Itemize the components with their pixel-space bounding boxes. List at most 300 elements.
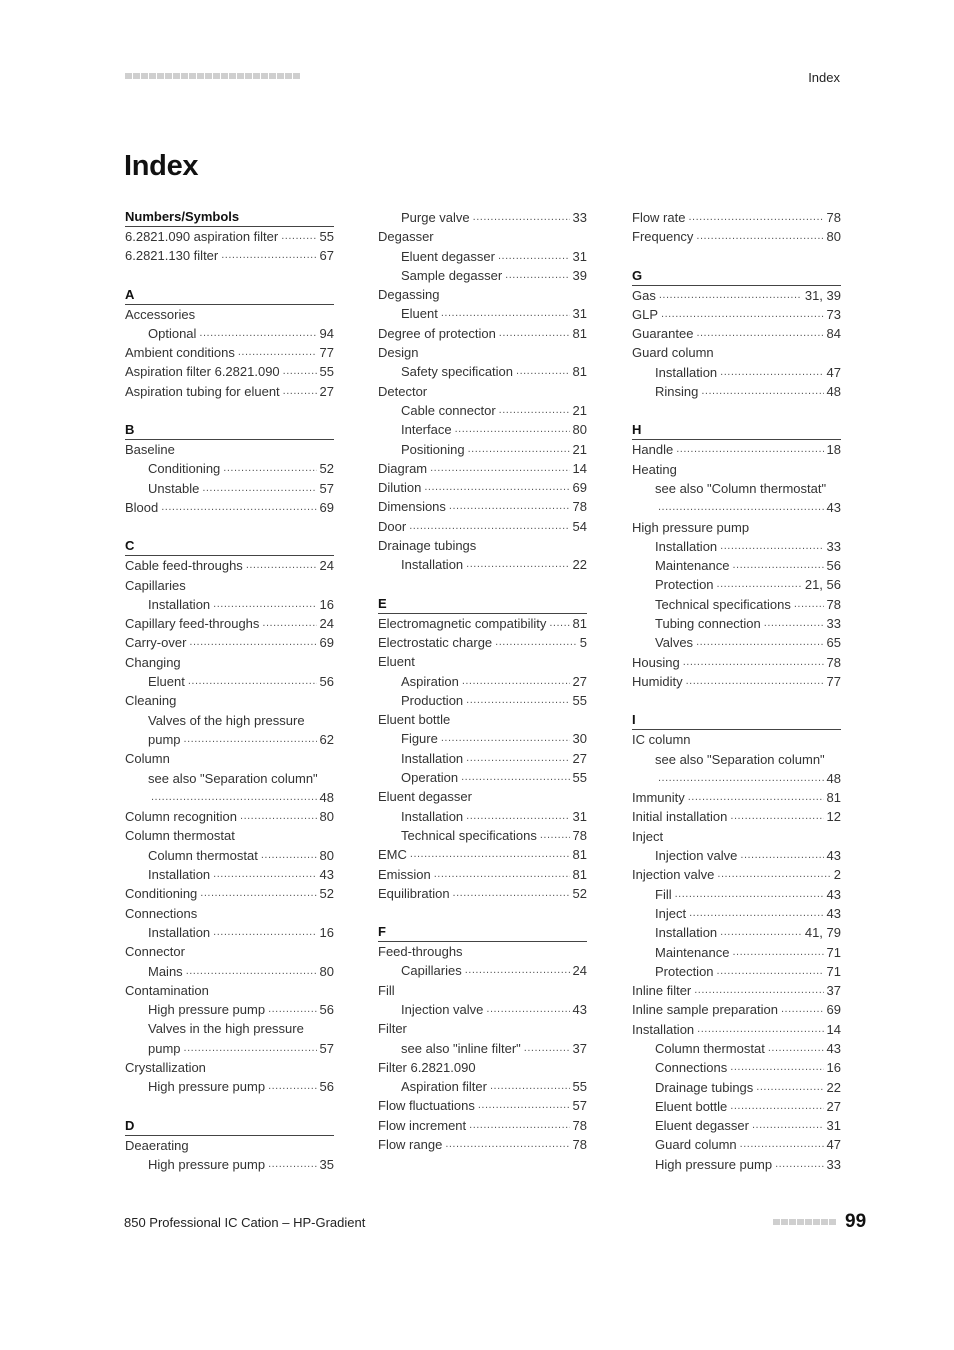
index-entry: [632, 363, 841, 382]
decoration-square: [197, 73, 204, 79]
index-section-letter: D: [125, 1117, 334, 1136]
index-section-letter: F: [378, 923, 587, 942]
index-entry-term: Purge valve: [401, 210, 470, 225]
index-entry-page[interactable]: 69: [826, 1002, 841, 1018]
index-entry-term: Operation: [401, 770, 459, 786]
index-entry: [378, 1019, 587, 1038]
decoration-square: [829, 1219, 836, 1225]
index-entry-page[interactable]: 71: [826, 963, 841, 979]
index-entry-page[interactable]: 78: [572, 499, 587, 515]
index-entry-page[interactable]: 78: [826, 596, 841, 612]
index-entry-term: Inline sample preparation: [632, 1002, 778, 1018]
index-entry-page[interactable]: 47: [826, 1137, 841, 1153]
index-entry-term: Flow increment: [378, 1117, 467, 1133]
index-entry: [378, 304, 587, 323]
index-entry-page[interactable]: 33: [572, 210, 587, 225]
index-entry: [125, 846, 334, 865]
index-entry: [632, 343, 841, 362]
index-entry-term: High pressure pump: [148, 1002, 266, 1018]
dot-leader: [701, 382, 823, 401]
index-entry-term: pump: [148, 731, 181, 747]
index-entry: [125, 653, 334, 672]
index-entry-term: Diagram: [378, 460, 428, 476]
decoration-square: [205, 73, 212, 79]
index-entry-term: Cable connector: [401, 402, 496, 418]
dot-leader: [184, 1039, 317, 1058]
dot-leader: [202, 479, 316, 498]
index-entry-page[interactable]: 14: [826, 1021, 841, 1037]
decoration-square: [229, 73, 236, 79]
index-entry-term: Installation: [655, 925, 718, 941]
index-entry-page[interactable]: 77: [319, 345, 334, 361]
index-entry-page[interactable]: 31: [572, 306, 587, 322]
index-entry: [125, 788, 334, 807]
index-entry-page[interactable]: 52: [319, 461, 334, 477]
index-entry-term: Interface: [401, 422, 452, 438]
index-entry-page[interactable]: 27: [319, 383, 334, 399]
index-entry: [125, 691, 334, 710]
index-entry-page[interactable]: 52: [319, 886, 334, 902]
index-entry-page[interactable]: 78: [826, 654, 841, 670]
dot-leader: [696, 633, 823, 652]
dot-leader: [473, 208, 570, 227]
index-entry-term: Connections: [125, 905, 198, 921]
index-entry: [632, 440, 841, 459]
index-entry-page[interactable]: 43: [319, 867, 334, 883]
index-entry-term: Immunity: [632, 790, 685, 806]
index-entry: [632, 885, 841, 904]
index-section-letter: B: [125, 421, 334, 440]
index-entry: [125, 672, 334, 691]
index-entry: [378, 768, 587, 787]
index-entry: [125, 633, 334, 652]
index-section: [378, 595, 587, 903]
index-entry-page[interactable]: 78: [572, 1117, 587, 1133]
index-entry-page[interactable]: 14: [572, 460, 587, 476]
index-entry: [632, 923, 841, 942]
index-entry: [632, 807, 841, 826]
index-entry: [125, 1039, 334, 1058]
index-entry-term: Guard column: [655, 1137, 737, 1153]
index-entry: [378, 227, 587, 246]
dot-leader: [717, 575, 802, 594]
index-section: [378, 923, 587, 1154]
index-entry-page[interactable]: 81: [572, 615, 587, 631]
index-entry: [378, 691, 587, 710]
index-entry: [632, 382, 841, 401]
dot-leader: [794, 595, 824, 614]
index-entry: [378, 208, 587, 227]
index-entry-page[interactable]: 22: [572, 557, 587, 573]
index-entry-term: Eluent: [148, 674, 185, 690]
index-entry-term: Optional: [148, 325, 197, 341]
index-entry: [125, 981, 334, 1000]
index-entry-page[interactable]: 56: [319, 674, 334, 690]
index-entry-term: Emission: [378, 866, 431, 882]
index-entry: [632, 1097, 841, 1116]
index-entry-page[interactable]: 81: [572, 325, 587, 341]
index-entry-term: Conditioning: [148, 461, 221, 477]
index-entry-term: Dilution: [378, 480, 422, 496]
index-entry-page[interactable]: 80: [826, 229, 841, 245]
dot-leader: [730, 1097, 823, 1116]
index-entry-page[interactable]: 56: [319, 1079, 334, 1095]
dot-leader: [262, 614, 316, 633]
index-entry: [632, 614, 841, 633]
index-entry-term: Column recognition: [125, 809, 238, 825]
index-entry: [632, 1039, 841, 1058]
index-entry-page[interactable]: 80: [319, 847, 334, 863]
index-entry: [125, 1155, 334, 1174]
index-entry: [125, 730, 334, 749]
index-section-letter: C: [125, 537, 334, 556]
index-entry-page[interactable]: 43: [826, 848, 841, 864]
index-entry-term: see also "inline filter": [401, 1040, 521, 1056]
index-entry-page[interactable]: 22: [826, 1079, 841, 1095]
index-entry: [125, 498, 334, 517]
index-entry: [125, 884, 334, 903]
index-entry-page[interactable]: 81: [572, 847, 587, 863]
index-entry-page[interactable]: 16: [319, 596, 334, 612]
dot-leader: [453, 884, 570, 903]
index-entry: [378, 343, 587, 362]
index-entry: [378, 1096, 587, 1115]
dot-leader: [549, 614, 569, 633]
index-entry: [125, 1077, 334, 1096]
dot-leader: [486, 1000, 569, 1019]
dot-leader: [717, 865, 830, 884]
index-entry-term: Installation: [148, 867, 211, 883]
index-entry: [378, 807, 587, 826]
dot-leader: [499, 401, 570, 420]
index-section-letter: Numbers/Symbols: [125, 208, 334, 227]
index-entry-term: 6.2821.130 filter: [125, 248, 219, 264]
index-entry-page[interactable]: 69: [319, 499, 334, 515]
index-entry-page[interactable]: 21: [572, 441, 587, 457]
index-entry-page[interactable]: 35: [319, 1156, 334, 1172]
index-entry-term: Installation: [655, 364, 718, 380]
index-entry-term: see also "Separation column": [655, 751, 825, 767]
index-entry: [378, 478, 587, 497]
decoration-square: [213, 73, 220, 79]
index-entry: [632, 595, 841, 614]
index-entry-page[interactable]: 84: [826, 326, 841, 342]
index-entry-page[interactable]: 56: [319, 1002, 334, 1018]
dot-leader: [410, 845, 570, 864]
index-entry-page[interactable]: 78: [826, 210, 841, 225]
index-entry-page[interactable]: 24: [319, 558, 334, 574]
index-entry-term: pump: [148, 1040, 181, 1056]
index-entry-page[interactable]: 81: [572, 364, 587, 380]
index-entry-page[interactable]: 55: [319, 229, 334, 244]
index-entry-term: Drainage tubings: [378, 538, 477, 554]
index-entry: [378, 555, 587, 574]
index-entry-page[interactable]: 43: [826, 1040, 841, 1056]
index-entry-page[interactable]: 57: [319, 1040, 334, 1056]
index-entry-term: Eluent degasser: [378, 789, 472, 805]
index-entry-page[interactable]: 12: [826, 809, 841, 825]
index-entry-term: Electrostatic charge: [378, 634, 493, 650]
index-entry-page[interactable]: 16: [826, 1060, 841, 1076]
index-entry-page[interactable]: 27: [572, 750, 587, 766]
index-entry-term: Inject: [632, 828, 664, 844]
index-entry-page[interactable]: 31: [572, 248, 587, 264]
dot-leader: [478, 1096, 570, 1115]
decoration-square: [269, 73, 276, 79]
dot-leader: [499, 324, 570, 343]
index-entry: [632, 1000, 841, 1019]
index-entry: [378, 710, 587, 729]
index-entry: [125, 343, 334, 362]
index-entry: [378, 459, 587, 478]
index-entry-term: 6.2821.090 aspiration filter: [125, 229, 279, 244]
index-entry-page[interactable]: 78: [572, 827, 587, 843]
index-entry-page[interactable]: 62: [319, 731, 334, 747]
index-entry-page[interactable]: 18: [826, 442, 841, 458]
index-entry-page[interactable]: 81: [572, 866, 587, 882]
index-entry-term: Fill: [378, 982, 395, 998]
index-entry: [632, 575, 841, 594]
index-entry: [632, 1155, 841, 1174]
index-section-letter: G: [632, 267, 841, 286]
index-entry-term: Positioning: [401, 441, 465, 457]
index-entry: [125, 923, 334, 942]
index-section-letter: E: [378, 595, 587, 614]
index-entry-page[interactable]: 94: [319, 325, 334, 341]
index-entry-term: Production: [401, 692, 464, 708]
index-entry-page[interactable]: 55: [319, 364, 334, 380]
index-entry: [632, 653, 841, 672]
index-entry-page[interactable]: 27: [572, 673, 587, 689]
index-entry-term: Blood: [125, 499, 159, 515]
index-entry-term: Heating: [632, 461, 677, 477]
index-entry: [378, 401, 587, 420]
index-entry-page[interactable]: 78: [572, 1137, 587, 1153]
index-entry-page[interactable]: 54: [572, 518, 587, 534]
index-entry: [125, 962, 334, 981]
index-entry-page[interactable]: 43: [826, 905, 841, 921]
dot-leader: [732, 556, 823, 575]
index-entry-page[interactable]: 37: [826, 983, 841, 999]
index-entry-page[interactable]: 55: [572, 770, 587, 786]
index-entry-term: Gas: [632, 287, 656, 303]
index-entry: [125, 305, 334, 324]
index-entry-page[interactable]: 55: [572, 692, 587, 708]
index-entry: [378, 1058, 587, 1077]
index-section: [632, 208, 841, 247]
index-entry-page[interactable]: 56: [826, 558, 841, 574]
index-entry-page[interactable]: 31: [826, 1118, 841, 1134]
index-entry: [378, 961, 587, 980]
index-entry: [378, 382, 587, 401]
index-entry: [125, 807, 334, 826]
index-entry-term: Column thermostat: [655, 1040, 765, 1056]
index-entry-page[interactable]: 67: [319, 248, 334, 264]
index-entry-term: Eluent bottle: [655, 1098, 728, 1114]
index-entry: [125, 865, 334, 884]
header-decoration: [125, 73, 300, 79]
index-entry-term: Inline filter: [632, 983, 692, 999]
dot-leader: [283, 362, 317, 381]
index-entry-page[interactable]: 37: [572, 1040, 587, 1056]
index-entry-page[interactable]: 27: [826, 1098, 841, 1114]
index-entry-page[interactable]: 31: [572, 808, 587, 824]
index-entry-page[interactable]: 77: [826, 673, 841, 689]
index-column-2: [378, 208, 587, 1154]
index-entry-page[interactable]: 24: [319, 616, 334, 632]
index-entry-term: Tubing connection: [655, 616, 761, 632]
index-entry-page[interactable]: 24: [572, 963, 587, 979]
index-entry: [125, 324, 334, 343]
dot-leader: [490, 1077, 570, 1096]
index-entry: [632, 208, 841, 227]
index-section: [632, 711, 841, 1174]
dot-leader: [466, 691, 569, 710]
index-entry-term: EMC: [378, 847, 407, 863]
dot-leader: [686, 672, 824, 691]
index-entry-page[interactable]: 33: [826, 616, 841, 632]
index-entry-term: Eluent degasser: [655, 1118, 749, 1134]
dot-leader: [661, 305, 824, 324]
index-entry-page[interactable]: 65: [826, 635, 841, 651]
index-entry-page[interactable]: 69: [319, 635, 334, 651]
dot-leader: [752, 1116, 824, 1135]
dot-leader: [505, 266, 569, 285]
index-entry: [378, 247, 587, 266]
index-entry-page[interactable]: 52: [572, 885, 587, 901]
index-entry-term: Housing: [632, 654, 680, 670]
dot-leader: [189, 633, 316, 652]
dot-leader: [689, 904, 823, 923]
index-section-letter: H: [632, 421, 841, 440]
index-column-3: [632, 208, 841, 1174]
index-entry: [378, 884, 587, 903]
dot-leader: [768, 1039, 824, 1058]
dot-leader: [775, 1155, 823, 1174]
dot-leader: [430, 459, 569, 478]
index-entry: [378, 440, 587, 459]
dot-leader: [283, 382, 317, 401]
index-entry-page[interactable]: 33: [826, 1156, 841, 1172]
index-entry: [378, 362, 587, 381]
index-entry: [378, 749, 587, 768]
index-section: [378, 208, 587, 575]
index-entry-term: Installation: [148, 596, 211, 612]
index-entry-term: Installation: [401, 557, 464, 573]
dot-leader: [240, 807, 317, 826]
index-entry-page[interactable]: 30: [572, 731, 587, 747]
index-entry-page[interactable]: 81: [826, 790, 841, 806]
index-entry-term: Installation: [148, 924, 211, 940]
decoration-square: [813, 1219, 820, 1225]
index-entry: [378, 826, 587, 845]
index-entry-page[interactable]: 43: [826, 886, 841, 902]
header-title: Index: [808, 70, 840, 85]
index-entry-page[interactable]: 47: [826, 364, 841, 380]
index-entry-page[interactable]: 80: [319, 963, 334, 979]
decoration-square: [781, 1219, 788, 1225]
index-entry-page[interactable]: 80: [319, 809, 334, 825]
index-entry-page[interactable]: 48: [826, 770, 841, 786]
index-entry-page[interactable]: 57: [572, 1098, 587, 1114]
dot-leader: [495, 633, 577, 652]
index-entry: [378, 787, 587, 806]
index-entry-page[interactable]: 57: [319, 480, 334, 496]
index-entry-page[interactable]: 43: [572, 1001, 587, 1017]
index-entry-term: Cable feed-throughs: [125, 558, 243, 574]
index-entry-page[interactable]: 71: [826, 944, 841, 960]
index-entry-term: Column: [125, 751, 170, 767]
index-entry-page[interactable]: 33: [826, 538, 841, 554]
index-entry-term: Column thermostat: [148, 847, 258, 863]
dot-leader: [221, 246, 316, 265]
index-entry-page[interactable]: 5: [579, 634, 587, 650]
index-entry-page[interactable]: 21: [572, 402, 587, 418]
index-entry-page[interactable]: 21, 56: [804, 577, 841, 593]
index-entry-term: Maintenance: [655, 558, 730, 574]
index-entry: [378, 420, 587, 439]
index-entry-page[interactable]: 41, 79: [804, 925, 841, 941]
index-entry: [632, 904, 841, 923]
index-entry: [378, 1077, 587, 1096]
index-entry-page[interactable]: 31, 39: [804, 287, 841, 303]
index-entry-page[interactable]: 55: [572, 1079, 587, 1095]
dot-leader: [445, 1135, 569, 1154]
index-entry: [632, 962, 841, 981]
dot-leader: [466, 555, 569, 574]
dot-leader: [516, 362, 570, 381]
dot-leader: [424, 478, 569, 497]
index-entry-term: Degassing: [378, 287, 440, 303]
index-entry-page[interactable]: 16: [319, 924, 334, 940]
index-entry-page[interactable]: 48: [319, 789, 334, 805]
index-entry: [632, 460, 841, 479]
index-entry-term: Protection: [655, 577, 714, 593]
index-entry-page[interactable]: 48: [826, 384, 841, 400]
index-entry: [125, 904, 334, 923]
index-entry-term: Column thermostat: [125, 828, 235, 844]
index-entry-term: Valves: [655, 635, 694, 651]
index-entry: [125, 227, 334, 246]
index-entry: [632, 672, 841, 691]
index-entry-page[interactable]: 69: [572, 480, 587, 496]
index-entry-term: Aspiration filter: [401, 1079, 487, 1095]
index-entry: [632, 750, 841, 769]
index-entry: [378, 633, 587, 652]
index-entry-term: Flow fluctuations: [378, 1098, 475, 1114]
index-entry-term: see also "Column thermostat": [655, 480, 827, 496]
index-entry: [378, 285, 587, 304]
index-entry-term: Injection valve: [632, 867, 715, 883]
index-entry: [378, 942, 587, 961]
index-entry: [125, 749, 334, 768]
index-entry-page[interactable]: 80: [572, 422, 587, 438]
index-entry-page[interactable]: 2: [833, 867, 841, 883]
index-entry: [125, 1019, 334, 1038]
index-entry: [125, 362, 334, 381]
index-entry-term: Mains: [148, 963, 183, 979]
footer-document-title: 850 Professional IC Cation – HP-Gradient: [124, 1215, 366, 1230]
index-entry: [378, 614, 587, 633]
index-entry: [632, 479, 841, 498]
index-entry-term: Flow rate: [632, 210, 686, 225]
decoration-square: [773, 1219, 780, 1225]
index-entry: [632, 633, 841, 652]
index-entry-page[interactable]: 73: [826, 306, 841, 322]
index-entry-page[interactable]: 39: [572, 267, 587, 283]
dot-leader: [186, 962, 317, 981]
index-entry-page[interactable]: 43: [826, 500, 841, 516]
